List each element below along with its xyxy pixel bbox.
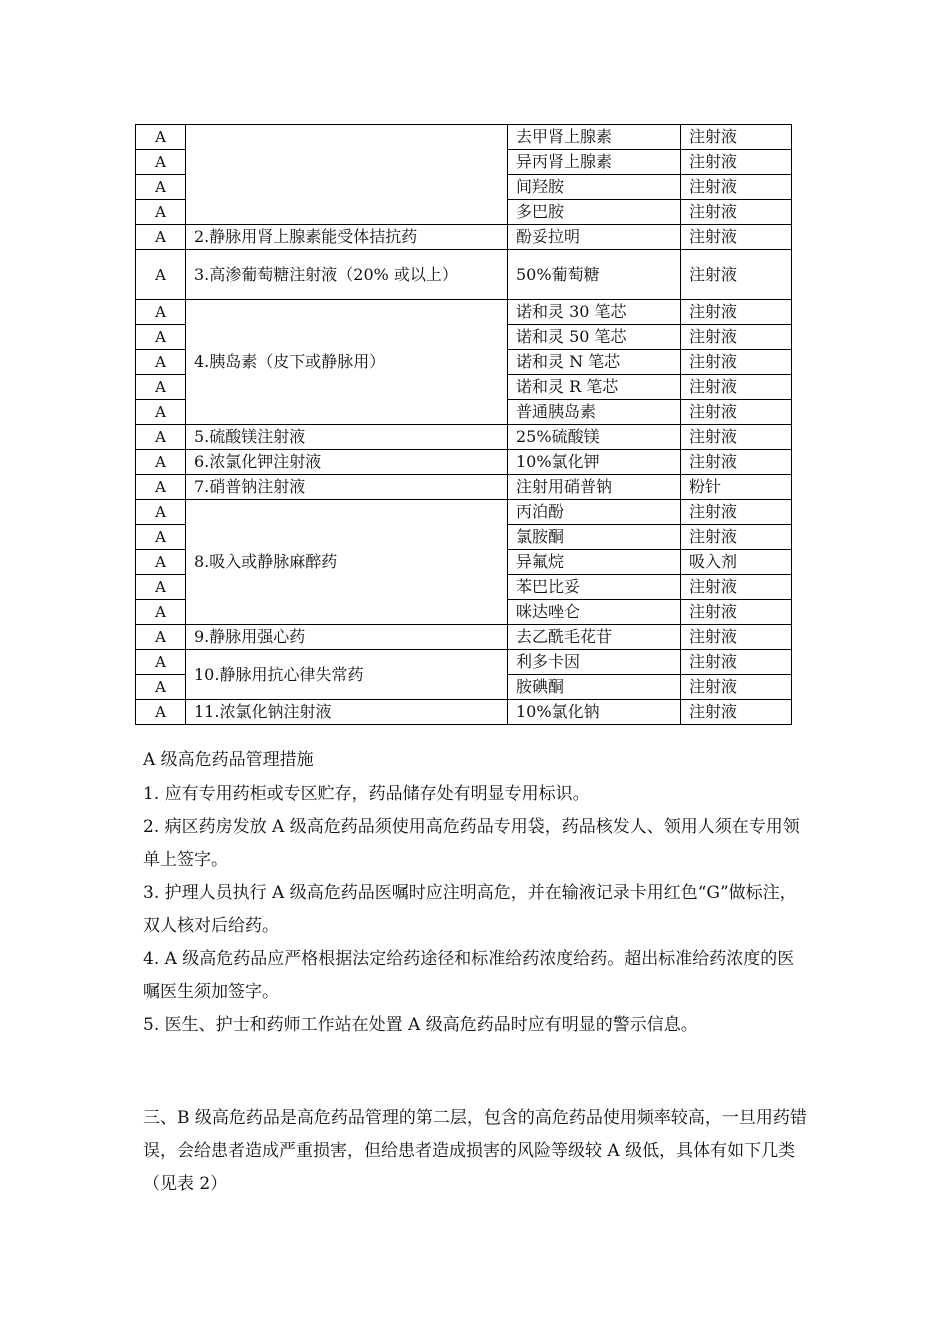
table-row [136,450,792,475]
category-cell: 4.胰岛素（皮下或静脉用） [186,300,508,425]
level-cell: A [136,175,186,200]
form-cell: 注射液 [681,150,792,175]
management-measures [143,748,811,1042]
level-cell: A [136,150,186,175]
section-three-paragraph: 三、B 级高危药品是高危药品管理的第二层，包含的高危药品使用频率较高，一旦用药错误，会给患者造成严重损害，但给患者造成损害的风险等级较 A 级低，具体有如下几类（见表 2） [143,1108,807,1194]
table-row [136,700,792,725]
level-cell: A [136,375,186,400]
level-cell: A [136,650,186,675]
drug-cell: 利多卡因 [508,650,681,675]
table-row [136,625,792,650]
drug-cell: 丙泊酚 [508,500,681,525]
table-row [136,300,792,325]
category-cell: 9.静脉用强心药 [186,625,508,650]
drug-cell: 25%硫酸镁 [508,425,681,450]
drug-cell: 异丙肾上腺素 [508,150,681,175]
form-cell: 注射液 [681,200,792,225]
level-cell: A [136,475,186,500]
form-cell: 注射液 [681,575,792,600]
level-cell: A [136,125,186,150]
drug-cell: 胺碘酮 [508,675,681,700]
form-cell: 注射液 [681,175,792,200]
table-row [136,475,792,500]
section-three [143,1102,811,1201]
category-cell [186,125,508,225]
form-cell: 注射液 [681,650,792,675]
form-cell: 注射液 [681,400,792,425]
form-cell: 注射液 [681,425,792,450]
level-cell: A [136,200,186,225]
level-cell: A [136,600,186,625]
level-cell: A [136,400,186,425]
drug-cell: 氯胺酮 [508,525,681,550]
level-cell: A [136,350,186,375]
form-cell: 注射液 [681,350,792,375]
level-cell: A [136,675,186,700]
level-cell: A [136,525,186,550]
measure-item: 3. 护理人员执行 A 级高危药品医嘱时应注明高危，并在输液记录卡用红色“G”做标注，双人核对后给药。 [143,883,797,936]
measure-item: 1. 应有专用药柜或专区贮存，药品储存处有明显专用标识。 [143,784,590,804]
form-cell: 注射液 [681,700,792,725]
form-cell: 注射液 [681,125,792,150]
drug-cell: 10%氯化钾 [508,450,681,475]
measure-item: 4. A 级高危药品应严格根据法定给药途径和标准给药浓度给药。超出标准给药浓度的医嘱医生须加签字。 [143,949,795,1002]
drug-cell: 10%氯化钠 [508,700,681,725]
drug-cell: 去乙酰毛花苷 [508,625,681,650]
form-cell: 注射液 [681,525,792,550]
level-cell: A [136,550,186,575]
form-cell: 吸入剂 [681,550,792,575]
category-cell: 2.静脉用肾上腺素能受体拮抗药 [186,225,508,250]
category-cell: 10.静脉用抗心律失常药 [186,650,508,700]
category-cell: 7.硝普钠注射液 [186,475,508,500]
category-cell: 3.高渗葡萄糖注射液（20% 或以上） [186,250,508,300]
level-cell: A [136,625,186,650]
drug-cell: 诺和灵 N 笔芯 [508,350,681,375]
drug-cell: 诺和灵 50 笔芯 [508,325,681,350]
drug-cell: 多巴胺 [508,200,681,225]
drug-cell: 去甲肾上腺素 [508,125,681,150]
level-cell: A [136,700,186,725]
drug-cell: 诺和灵 R 笔芯 [508,375,681,400]
drug-cell: 酚妥拉明 [508,225,681,250]
form-cell: 注射液 [681,300,792,325]
drug-cell: 间羟胺 [508,175,681,200]
level-cell: A [136,425,186,450]
table-row [136,225,792,250]
table-row [136,650,792,675]
high-alert-drug-table [135,124,792,725]
drug-cell: 苯巴比妥 [508,575,681,600]
form-cell: 注射液 [681,600,792,625]
drug-cell: 50%葡萄糖 [508,250,681,300]
level-cell: A [136,325,186,350]
table-row [136,425,792,450]
drug-cell: 异氟烷 [508,550,681,575]
level-cell: A [136,300,186,325]
form-cell: 粉针 [681,475,792,500]
form-cell: 注射液 [681,500,792,525]
form-cell: 注射液 [681,625,792,650]
level-cell: A [136,225,186,250]
form-cell: 注射液 [681,325,792,350]
measure-item: 5. 医生、护士和药师工作站在处置 A 级高危药品时应有明显的警示信息。 [143,1015,698,1035]
form-cell: 注射液 [681,675,792,700]
level-cell: A [136,250,186,300]
category-cell: 6.浓氯化钾注射液 [186,450,508,475]
level-cell: A [136,575,186,600]
drug-cell: 咪达唑仑 [508,600,681,625]
drug-cell: 普通胰岛素 [508,400,681,425]
level-cell: A [136,500,186,525]
measures-title: A 级高危药品管理措施 [143,750,314,770]
table-row [136,125,792,150]
table-row [136,500,792,525]
form-cell: 注射液 [681,450,792,475]
drug-cell: 诺和灵 30 笔芯 [508,300,681,325]
table-row [136,250,792,300]
level-cell: A [136,450,186,475]
category-cell: 5.硫酸镁注射液 [186,425,508,450]
category-cell: 8.吸入或静脉麻醉药 [186,500,508,625]
drug-cell: 注射用硝普钠 [508,475,681,500]
form-cell: 注射液 [681,225,792,250]
category-cell: 11.浓氯化钠注射液 [186,700,508,725]
measure-item: 2. 病区药房发放 A 级高危药品须使用高危药品专用袋，药品核发人、领用人须在专用领单上签字。 [143,817,800,870]
form-cell: 注射液 [681,250,792,300]
form-cell: 注射液 [681,375,792,400]
